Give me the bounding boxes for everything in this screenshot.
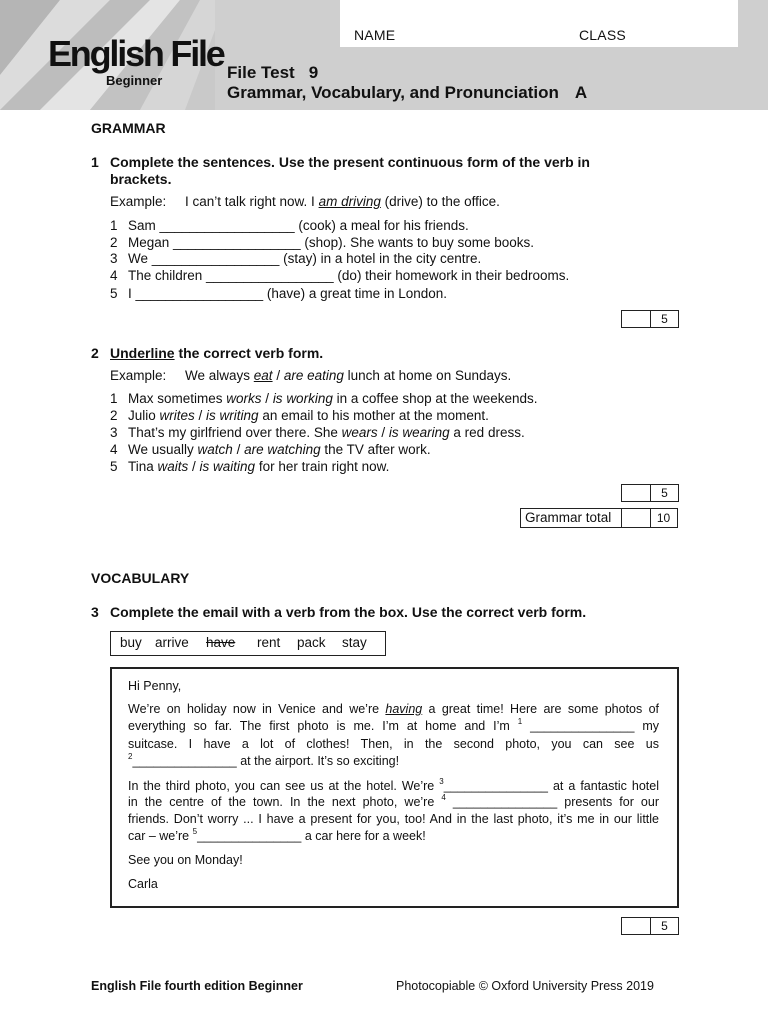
email-line: We’re on holiday now in Venice and we’re having a great time! Here are some photos of (128, 702, 659, 716)
q1-item: 1 Sam __________________ (cook) a meal for his friends. (110, 218, 469, 233)
email-greeting: Hi Penny, (128, 679, 182, 693)
q2-item: 1 Max sometimes works / is working in a coffee shop at the weekends. (110, 391, 538, 406)
q1-item: 5 I _________________ (have) a great time in London. (110, 286, 447, 301)
option-1[interactable]: watch (197, 442, 233, 457)
word-box (110, 631, 386, 656)
example-label: Example: (110, 368, 167, 383)
q1-item: 3 We _________________ (stay) in a hotel in the city centre. (110, 251, 482, 266)
word-item: buy (120, 635, 142, 650)
grammar-total-value: 10 (656, 511, 671, 525)
email-line: In the third photo, you can see us at the hotel. We’re $^3$_______________ at a fantastic hotel (128, 777, 659, 793)
test-subtitle (227, 83, 587, 103)
question-instruction: Complete the email with a verb from the box. Use the correct verb form. (110, 604, 587, 620)
score-blank[interactable] (621, 509, 651, 527)
question-1-example: Example: I can’t talk right now. I am driving (drive) to the office. (110, 194, 500, 209)
question-number: 1 (91, 154, 99, 170)
email-line: everything so far. The first photo is me. I’m at home and I’m $^1$ _______________ my (128, 717, 659, 733)
option-1[interactable]: wears (341, 425, 378, 440)
score-blank[interactable] (622, 918, 651, 934)
email-example-answer: having (385, 702, 423, 716)
question-instruction: Complete the sentences. Use the present continuous form of the verb in (110, 154, 590, 170)
class-label: CLASS (579, 27, 626, 43)
word-item: rent (257, 635, 281, 650)
email-closing: See you on Monday! (128, 853, 243, 867)
word-item-crossed: have (206, 635, 236, 650)
footer-copyright: Photocopiable © Oxford University Press 2019 (396, 979, 654, 993)
q3-score-box (621, 917, 679, 935)
test-version: A (574, 83, 588, 102)
q2-item: 3 That’s my girlfriend over there. She wears / is wearing a red dress. (110, 425, 525, 440)
email-line: friends. Don’t worry ... I have a present for you, too! And in the last photo, it’s me in our little (128, 812, 659, 826)
q2-item: 5 Tina waits / is waiting for her train right now. (110, 459, 390, 474)
option-2[interactable]: is writing (206, 408, 259, 423)
email-signature: Carla (128, 877, 158, 891)
email-line: in the centre of the town. In the next photo, we’re $^4$ _______________ presents for our (128, 793, 659, 809)
test-title (227, 63, 318, 83)
logo-title: English File (48, 33, 224, 74)
option-1[interactable]: writes (159, 408, 195, 423)
q1-item: 4 The children _________________ (do) their homework in their bedrooms. (110, 268, 570, 283)
example-answer: am driving (318, 194, 381, 209)
answer-blank-2[interactable]: _______________ at the airport. It’s so exciting! (132, 754, 400, 768)
test-label: File Test (227, 63, 295, 82)
q2-item: 4 We usually watch / are watching the TV after work. (110, 442, 431, 457)
score-value: 5 (661, 919, 668, 933)
word-item: pack (297, 635, 326, 650)
question-number: 3 (91, 604, 99, 620)
name-class-box (340, 0, 738, 47)
q2-item: 2 Julio writes / is writing an email to his mother at the moment. (110, 408, 489, 423)
question-2-example: Example: We always eat / are eating lunch at home on Sundays. (110, 368, 512, 383)
score-blank[interactable] (622, 485, 651, 501)
test-number: 9 (308, 63, 319, 82)
footer-edition: English File fourth edition Beginner (91, 979, 303, 993)
score-blank[interactable] (622, 311, 651, 327)
question-1-heading (91, 154, 590, 170)
word-item: stay (342, 635, 367, 650)
q1-item: 2 Megan _________________ (shop). She wants to buy some books. (110, 235, 535, 250)
answer-blank-4[interactable]: _______________ presents for our (445, 795, 659, 809)
option-1[interactable]: works (226, 391, 262, 406)
section-title-vocabulary: VOCABULARY (91, 570, 190, 586)
option-2[interactable]: is waiting (199, 459, 256, 474)
question-2-heading: 2 Underline the correct verb form. (91, 345, 324, 361)
option-2[interactable]: are watching (244, 442, 321, 457)
question-number: 2 (91, 345, 99, 361)
word-item: arrive (155, 635, 189, 650)
score-value: 5 (661, 312, 668, 326)
answer-blank-5[interactable]: _______________ a car here for a week! (197, 829, 426, 843)
option-1[interactable]: waits (157, 459, 189, 474)
answer-blank-1[interactable]: _______________ my (522, 719, 659, 733)
subtitle-text: Grammar, Vocabulary, and Pronunciation (227, 83, 559, 102)
q1-score-box (621, 310, 679, 328)
option-2[interactable]: is working (272, 391, 333, 406)
question-1-instruction-cont: brackets. (110, 171, 172, 187)
instruction-underlined: Underline (110, 345, 175, 361)
example-label: Example: (110, 194, 167, 209)
question-3-heading (91, 604, 586, 620)
logo-subtitle: Beginner (106, 73, 163, 88)
option-2[interactable]: is wearing (388, 425, 450, 440)
name-label: NAME (354, 27, 396, 43)
q2-score-box (621, 484, 679, 502)
email-line: suitcase. I have a lot of clothes! Then, in the second photo, you can see us (128, 737, 659, 751)
section-title-grammar: GRAMMAR (91, 120, 166, 136)
answer-blank-3[interactable]: _______________ at a fantastic hotel (443, 779, 659, 793)
email-line: $^2$_______________ at the airport. It’s so exciting! (128, 752, 400, 768)
grammar-total-box (520, 508, 678, 528)
grammar-total-label: Grammar total (525, 510, 612, 525)
email-line: car – we’re $^5$_______________ a car here for a week! (128, 827, 426, 843)
score-value: 5 (661, 486, 668, 500)
